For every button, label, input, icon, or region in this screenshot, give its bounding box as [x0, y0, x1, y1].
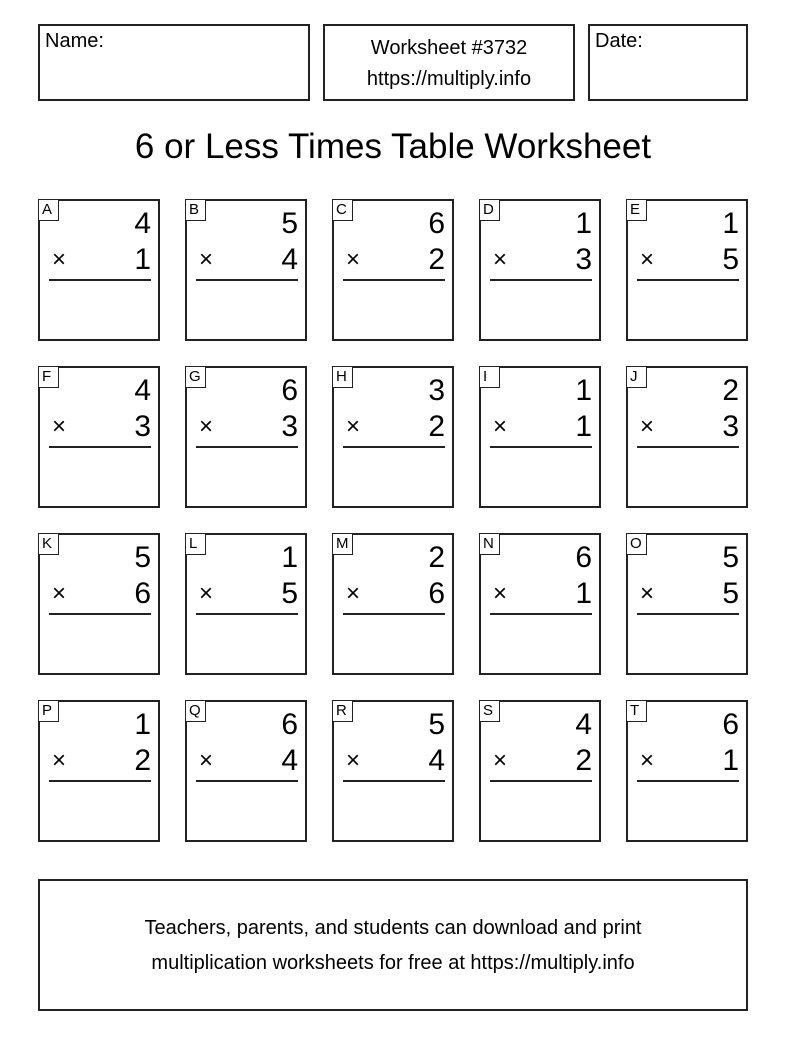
answer-line	[196, 279, 298, 281]
problem-card[interactable]	[479, 533, 601, 675]
problem-multiplicand: 4	[134, 207, 151, 240]
problem-card[interactable]	[332, 533, 454, 675]
problem-letter: J	[626, 366, 647, 388]
answer-line	[49, 446, 151, 448]
problem-letter: O	[626, 533, 647, 555]
problem-multiplier: 2	[428, 410, 445, 443]
answer-line	[49, 279, 151, 281]
answer-line	[343, 613, 445, 615]
problem-multiplicand: 1	[575, 207, 592, 240]
problem-card[interactable]	[185, 366, 307, 508]
problem-letter: E	[626, 199, 647, 221]
answer-line	[490, 780, 592, 782]
problem-card[interactable]	[38, 533, 160, 675]
problem-card[interactable]	[38, 199, 160, 341]
times-icon: ×	[640, 246, 655, 273]
problem-multiplier: 2	[428, 243, 445, 276]
problem-letter: I	[479, 366, 500, 388]
problem-multiplier: 4	[428, 744, 445, 777]
answer-line	[343, 780, 445, 782]
problem-card[interactable]	[626, 199, 748, 341]
times-icon: ×	[199, 246, 214, 273]
problem-letter: B	[185, 199, 206, 221]
problem-letter: A	[38, 199, 59, 221]
problem-letter: D	[479, 199, 500, 221]
problem-card[interactable]	[38, 700, 160, 842]
problem-multiplicand: 5	[281, 207, 298, 240]
problem-card[interactable]	[185, 700, 307, 842]
problem-multiplicand: 6	[281, 708, 298, 741]
problem-multiplicand: 4	[134, 374, 151, 407]
times-icon: ×	[199, 580, 214, 607]
problem-multiplicand: 2	[428, 541, 445, 574]
problem-multiplier: 1	[575, 410, 592, 443]
date-label: Date:	[595, 30, 643, 52]
problem-multiplicand: 6	[428, 207, 445, 240]
times-icon: ×	[493, 580, 508, 607]
problem-card[interactable]	[626, 366, 748, 508]
problem-card[interactable]	[332, 199, 454, 341]
worksheet-url[interactable]: https://multiply.info	[366, 68, 532, 90]
answer-line	[490, 446, 592, 448]
problem-multiplicand: 1	[134, 708, 151, 741]
times-icon: ×	[52, 413, 67, 440]
problem-multiplier: 4	[281, 243, 298, 276]
problem-multiplier: 4	[281, 744, 298, 777]
times-icon: ×	[346, 580, 361, 607]
problem-multiplier: 6	[428, 577, 445, 610]
answer-line	[637, 780, 739, 782]
problem-multiplier: 3	[281, 410, 298, 443]
times-icon: ×	[640, 747, 655, 774]
problem-letter: K	[38, 533, 59, 555]
problem-multiplicand: 6	[575, 541, 592, 574]
problem-letter: M	[332, 533, 353, 555]
answer-line	[196, 446, 298, 448]
problem-multiplier: 2	[134, 744, 151, 777]
problem-multiplicand: 3	[428, 374, 445, 407]
footer-text-line-1: Teachers, parents, and students can download and print	[144, 917, 642, 939]
problem-letter: F	[38, 366, 59, 388]
footer-text-line-2: multiplication worksheets for free at https://multiply.info	[151, 952, 635, 974]
worksheet-info-box	[323, 24, 575, 101]
problem-multiplier: 6	[134, 577, 151, 610]
problem-card[interactable]	[185, 533, 307, 675]
problems-grid	[38, 199, 748, 842]
answer-line	[49, 780, 151, 782]
problem-letter: C	[332, 199, 353, 221]
answer-line	[49, 613, 151, 615]
problem-multiplier: 3	[722, 410, 739, 443]
times-icon: ×	[640, 413, 655, 440]
name-field-box[interactable]	[38, 24, 310, 101]
times-icon: ×	[346, 413, 361, 440]
problem-multiplicand: 2	[722, 374, 739, 407]
date-field-box[interactable]	[588, 24, 748, 101]
problem-multiplicand: 6	[281, 374, 298, 407]
problem-letter: T	[626, 700, 647, 722]
problem-card[interactable]	[479, 700, 601, 842]
answer-line	[196, 613, 298, 615]
problem-card[interactable]	[38, 366, 160, 508]
answer-line	[637, 279, 739, 281]
problem-multiplier: 5	[722, 243, 739, 276]
times-icon: ×	[52, 246, 67, 273]
times-icon: ×	[346, 246, 361, 273]
name-label: Name:	[45, 30, 104, 52]
problem-multiplier: 3	[134, 410, 151, 443]
problem-letter: Q	[185, 700, 206, 722]
problem-multiplier: 5	[281, 577, 298, 610]
problem-multiplicand: 1	[575, 374, 592, 407]
times-icon: ×	[640, 580, 655, 607]
answer-line	[490, 613, 592, 615]
times-icon: ×	[346, 747, 361, 774]
answer-line	[196, 780, 298, 782]
problem-multiplicand: 6	[722, 708, 739, 741]
problem-multiplicand: 1	[722, 207, 739, 240]
problem-letter: R	[332, 700, 353, 722]
problem-card[interactable]	[185, 199, 307, 341]
problem-multiplicand: 5	[134, 541, 151, 574]
problem-multiplier: 1	[134, 243, 151, 276]
problem-card[interactable]	[626, 533, 748, 675]
problem-multiplier: 1	[722, 744, 739, 777]
answer-line	[637, 613, 739, 615]
problem-letter: S	[479, 700, 500, 722]
times-icon: ×	[52, 747, 67, 774]
problem-multiplicand: 1	[281, 541, 298, 574]
problem-letter: G	[185, 366, 206, 388]
problem-multiplicand: 5	[428, 708, 445, 741]
problem-multiplier: 2	[575, 744, 592, 777]
answer-line	[637, 446, 739, 448]
answer-line	[343, 279, 445, 281]
problem-card[interactable]	[479, 199, 601, 341]
times-icon: ×	[493, 413, 508, 440]
problem-card[interactable]	[332, 366, 454, 508]
problem-multiplier: 5	[722, 577, 739, 610]
problem-letter: H	[332, 366, 353, 388]
footer-box	[38, 879, 748, 1011]
problem-card[interactable]	[479, 366, 601, 508]
problem-letter: N	[479, 533, 500, 555]
times-icon: ×	[493, 747, 508, 774]
problem-multiplier: 3	[575, 243, 592, 276]
worksheet-id: Worksheet #3732	[370, 37, 528, 59]
problem-multiplier: 1	[575, 577, 592, 610]
times-icon: ×	[493, 246, 508, 273]
problem-card[interactable]	[626, 700, 748, 842]
problem-letter: P	[38, 700, 59, 722]
answer-line	[343, 446, 445, 448]
page-title: 6 or Less Times Table Worksheet	[134, 127, 652, 166]
times-icon: ×	[199, 747, 214, 774]
times-icon: ×	[52, 580, 67, 607]
problem-letter: L	[185, 533, 206, 555]
times-icon: ×	[199, 413, 214, 440]
answer-line	[490, 279, 592, 281]
problem-multiplicand: 4	[575, 708, 592, 741]
problem-multiplicand: 5	[722, 541, 739, 574]
problem-card[interactable]	[332, 700, 454, 842]
